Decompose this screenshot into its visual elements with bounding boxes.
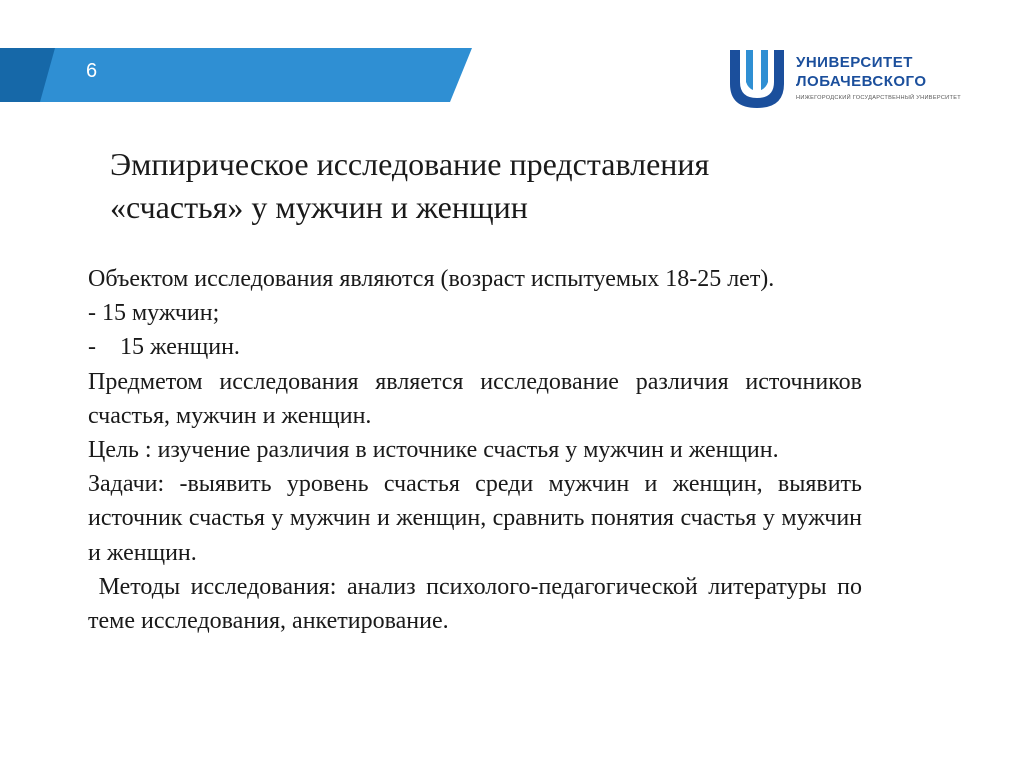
paragraph-tasks: Задачи: -выявить уровень счастья среди мужчин и женщин, выявить источник счастья у мужчин и женщин, сравнить понятия счастья у мужчин и женщин. <box>88 471 862 566</box>
university-u-logo-icon <box>726 46 788 110</box>
paragraph-men: - 15 мужчин; <box>88 300 220 327</box>
paragraph-object: Объектом исследования являются (возраст испытуемых 18-25 лет). <box>88 266 775 292</box>
slide-title <box>110 143 870 229</box>
university-logo <box>726 46 961 112</box>
slide-number: 6 <box>86 60 98 82</box>
paragraph-methods: Методы исследования: анализ психолого-педагогической литературы по теме исследования, анкетирование. <box>88 573 862 635</box>
slide-body <box>88 262 862 638</box>
title-line-2: «счастья» у мужчин и женщин <box>110 189 528 225</box>
paragraph-subject: Предметом исследования является исследование различия источников счастья, мужчин и женщин. <box>88 368 862 429</box>
title-line-1: Эмпирическое исследование представления <box>110 146 710 182</box>
paragraph-women: - 15 женщин. <box>88 334 240 361</box>
paragraph-goal: Цель : изучение различия в источнике счастья у мужчин и женщин. <box>88 437 779 464</box>
logo-line-3: НИЖЕГОРОДСКИЙ ГОСУДАРСТВЕННЫЙ УНИВЕРСИТЕТ <box>796 95 961 101</box>
logo-line-1: УНИВЕРСИТЕТ <box>796 54 913 71</box>
logo-line-2: ЛОБАЧЕВСКОГО <box>796 73 927 90</box>
